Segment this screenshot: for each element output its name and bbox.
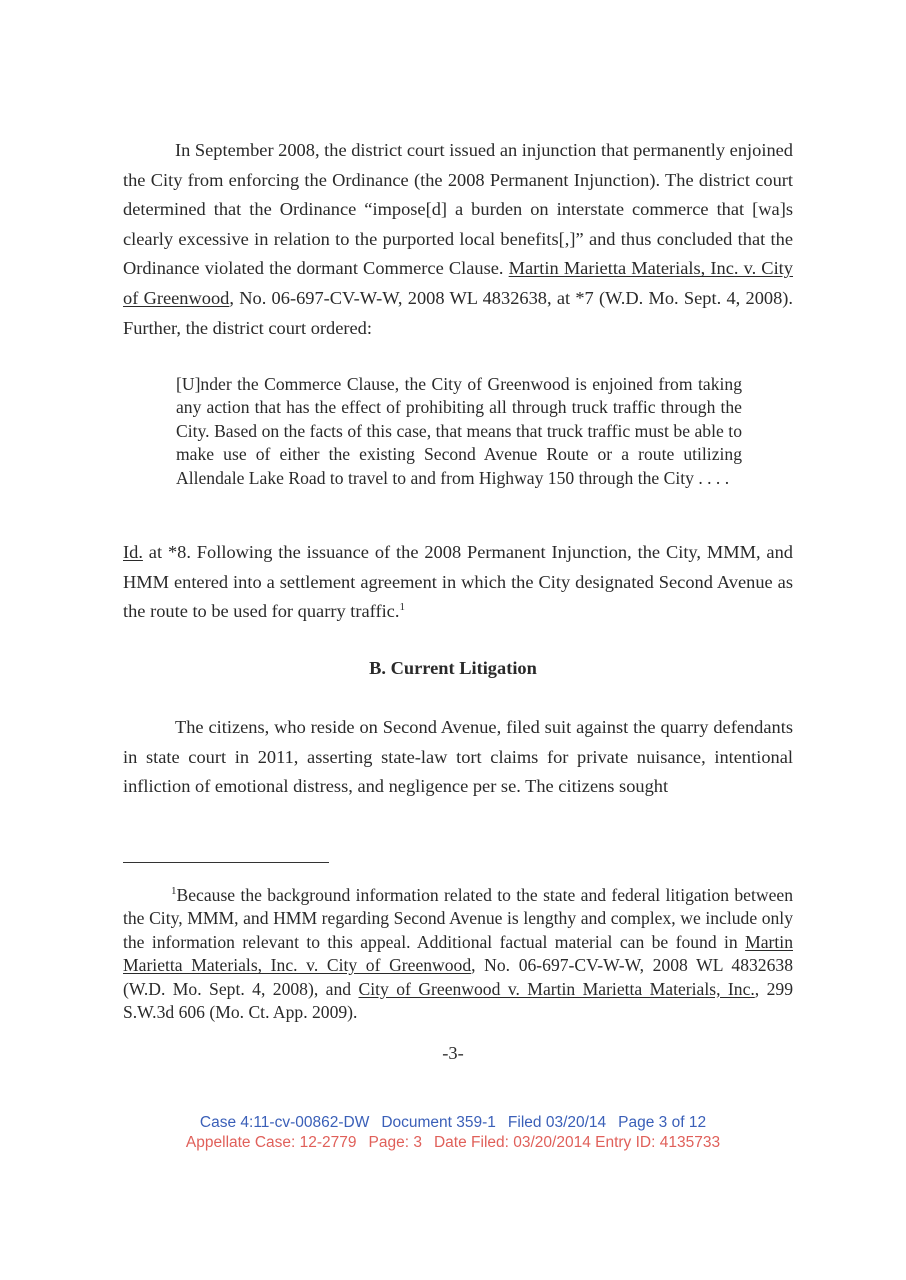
appellate-court-stamp — [0, 1134, 906, 1152]
case-citation: Martin Marietta Materials, Inc. v. City of Greenwood — [123, 931, 793, 976]
case-citation: Martin Marietta Materials, Inc. v. City of Greenwood — [123, 258, 793, 308]
stamp-appellate-page: Page: 3 — [368, 1134, 422, 1151]
paragraph-text: at *8. Following the issuance of the 2008 Permanent Injunction, the City, MMM, and HMM entered into a settlement agreement in which the City designated Second Avenue as the route to be used for quarry traffic. — [123, 542, 793, 622]
stamp-page: Page 3 of 12 — [618, 1114, 707, 1131]
section-heading: B. Current Litigation — [369, 658, 537, 678]
paragraph-text: , No. 06-697-CV-W-W, 2008 WL 4832638, at *7 (W.D. Mo. Sept. 4, 2008). Further, the district court ordered: — [123, 287, 793, 338]
page-number: -3- — [442, 1043, 464, 1063]
district-court-stamp — [0, 1114, 906, 1132]
paragraph-settlement — [123, 538, 793, 627]
footnote-text: , No. 06-697-CV-W-W, 2008 WL 4832638 (W.D. Mo. Sept. 4, 2008), and — [123, 955, 793, 999]
footnote-divider — [123, 862, 329, 863]
paragraph-text: The citizens, who reside on Second Avenue, filed suit against the quarry defendants in state court in 2011, asserting state-law tort claims for private nuisance, intentional infliction of emotional distress, and negligence per se. The citizens sought — [123, 717, 793, 797]
stamp-document: Document 359-1 — [381, 1114, 496, 1131]
id-citation: Id. — [123, 542, 143, 562]
footnote-marker: 1 — [171, 885, 177, 897]
footnote-text: Because the background information related to the state and federal litigation between the City, MMM, and HMM regarding Second Avenue is lengthy and complex, we include only the information relevant to this appeal. Additional factual material can be found in — [123, 885, 793, 952]
case-citation: City of Greenwood v. Martin Marietta Materials, Inc. — [358, 978, 755, 999]
stamp-case-number: Case 4:11-cv-00862-DW — [199, 1114, 370, 1131]
stamp-filed-date: Filed 03/20/14 — [507, 1114, 607, 1131]
footnote-reference: 1 — [399, 601, 405, 614]
stamp-appellate-date: Date Filed: 03/20/2014 Entry ID: 4135733 — [433, 1134, 721, 1151]
footnote — [123, 884, 793, 1024]
paragraph-text: In September 2008, the district court issued an injunction that permanently enjoined the City from enforcing the Ordinance (the 2008 Permanent Injunction). The district court determined that the Ordinance “impose[d] a burden on interstate commerce that [wa]s clearly excessive in relation to the purported local benefits[,]” and thus concluded that the Ordinance violated the dormant Commerce Clause. — [123, 140, 793, 279]
footnote-text: , 299 S.W.3d 606 (Mo. Ct. App. 2009). — [123, 978, 793, 1023]
paragraph-injunction — [123, 136, 793, 343]
stamp-appellate-case: Appellate Case: 12-2779 — [185, 1134, 357, 1151]
block-quote: [U]nder the Commerce Clause, the City of Greenwood is enjoined from taking any action that has the effect of prohibiting all through truck traffic through the City. Based on the facts of this case, that means that truck traffic must be able to make use of either the existing Second Avenue Route or a route utilizing Allendale Lake Road to travel to and from Highway 150 through the City . . . . — [176, 374, 742, 488]
paragraph-current-litigation — [123, 713, 793, 802]
